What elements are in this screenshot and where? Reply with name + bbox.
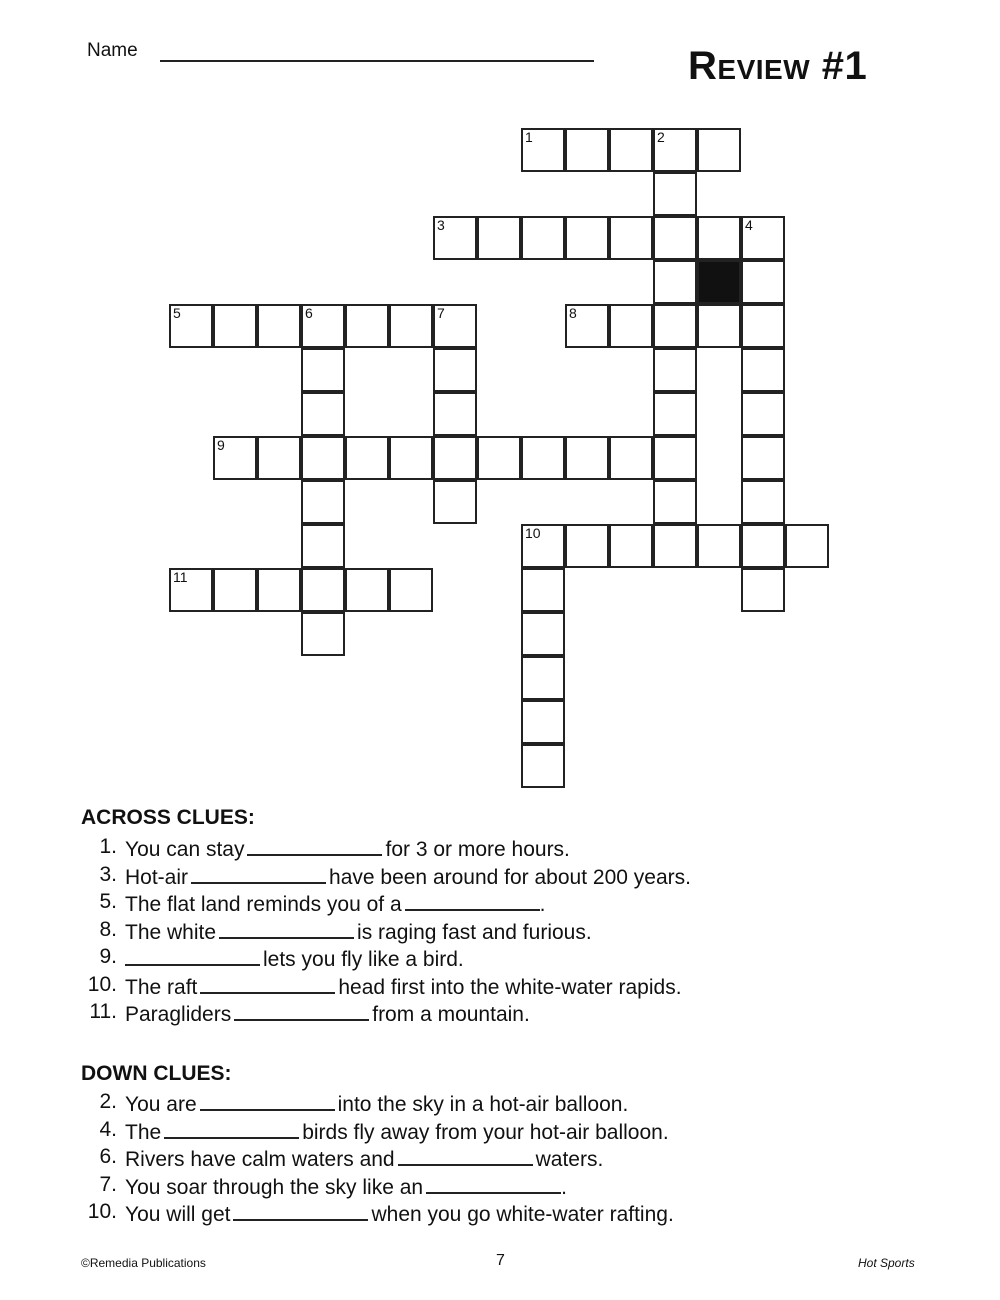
crossword-cell[interactable] [521,436,565,480]
cell-number: 9 [217,437,225,453]
crossword-cell[interactable] [301,524,345,568]
down-clue [87,1200,674,1226]
crossword-cell[interactable] [741,568,785,612]
crossword-cell[interactable] [521,656,565,700]
cell-number: 10 [525,525,541,541]
clue-text: The raft [125,975,198,999]
crossword-cell[interactable] [433,436,477,480]
clue-number: 7. [99,1172,117,1196]
crossword-cell[interactable] [741,480,785,524]
crossword-cell[interactable] [697,524,741,568]
down-clue [99,1117,669,1144]
clue-text: waters. [535,1148,604,1171]
crossword-cell[interactable] [609,128,653,172]
down-clues-heading: DOWN CLUES: [81,1062,232,1085]
crossword-cell[interactable] [301,304,345,348]
footer-copyright: ©Remedia Publications [81,1256,206,1270]
crossword-cell[interactable] [521,568,565,612]
crossword-cell[interactable] [741,216,785,260]
clue-text: lets you fly like a bird. [263,948,464,971]
crossword-cell[interactable] [653,304,697,348]
clue-number: 2. [99,1090,117,1113]
cell-number: 6 [305,305,313,321]
clue-text: The white [125,920,217,944]
crossword-black-cell [697,260,741,304]
crossword-cell[interactable] [565,524,609,568]
crossword-cell[interactable] [389,304,433,348]
crossword-cell[interactable] [521,612,565,656]
clue-text: . [561,1175,567,1199]
clue-number: 10. [87,972,117,996]
crossword-cell[interactable] [697,128,741,172]
crossword-cell[interactable] [345,568,389,612]
cell-number: 5 [173,305,181,321]
crossword-cell[interactable] [653,260,697,304]
crossword-cell[interactable] [433,216,477,260]
crossword-cell[interactable] [741,260,785,304]
cell-number: 11 [173,569,188,585]
crossword-cell[interactable] [301,480,345,524]
crossword-cell[interactable] [301,392,345,436]
crossword-cell[interactable] [257,436,301,480]
crossword-cell[interactable] [257,568,301,612]
crossword-cell[interactable] [389,436,433,480]
across-clue [99,890,546,916]
clue-text: head first into the white-water rapids. [338,975,682,999]
clue-text: into the sky in a hot-air balloon. [337,1093,629,1116]
clue-text: The [125,1120,162,1144]
crossword-cell[interactable] [521,700,565,744]
across-clue [99,945,464,971]
footer-book-title: Hot Sports [858,1256,915,1270]
crossword-cell[interactable] [213,436,257,480]
clue-number: 8. [99,917,117,941]
clue-text: You soar through the sky like an [125,1175,424,1199]
answer-blank[interactable] [125,946,260,966]
crossword-cell[interactable] [741,524,785,568]
crossword-cell[interactable] [565,128,609,172]
crossword-cell[interactable] [213,568,257,612]
crossword-cell[interactable] [521,744,565,788]
crossword-cell[interactable] [301,612,345,656]
page-title: Review #1 [688,44,868,88]
crossword-cell[interactable] [609,216,653,260]
across-clue [99,917,592,944]
across-clues-heading: ACROSS CLUES: [81,806,255,829]
answer-blank[interactable] [233,1201,368,1221]
crossword-cell[interactable] [345,304,389,348]
cell-number: 7 [437,305,445,321]
down-clue [99,1145,604,1171]
crossword-cell[interactable] [345,436,389,480]
answer-blank[interactable] [191,864,326,884]
crossword-cell[interactable] [653,436,697,480]
name-label: Name [87,40,138,61]
crossword-cell[interactable] [653,172,697,216]
crossword-cell[interactable] [653,392,697,436]
answer-blank[interactable] [164,1119,299,1139]
crossword-cell[interactable] [301,436,345,480]
clue-text: is raging fast and furious. [357,920,592,944]
cell-number: 2 [657,129,665,145]
crossword-cell[interactable] [653,128,697,172]
crossword-cell[interactable] [477,436,521,480]
crossword-cell[interactable] [433,304,477,348]
crossword-cell[interactable] [521,216,565,260]
answer-blank[interactable] [247,836,382,856]
crossword-cell[interactable] [213,304,257,348]
across-clue [99,862,691,889]
answer-blank[interactable] [234,1001,369,1021]
crossword-cell[interactable] [477,216,521,260]
crossword-cell[interactable] [785,524,829,568]
clue-number: 3. [99,862,117,886]
clue-text: You will get [125,1203,231,1226]
clue-text: from a mountain. [372,1003,530,1026]
answer-blank[interactable] [405,891,540,911]
crossword-cell[interactable] [741,392,785,436]
cell-number: 3 [437,217,445,233]
clue-number: 11. [89,1000,117,1023]
crossword-cell[interactable] [741,436,785,480]
crossword-cell[interactable] [565,304,609,348]
crossword-cell[interactable] [433,480,477,524]
clue-text: for 3 or more hours. [385,838,570,861]
across-clue [87,972,682,999]
clue-text: have been around for about 200 years. [329,865,691,889]
clue-number: 10. [87,1200,117,1223]
crossword-cell[interactable] [257,304,301,348]
crossword-cell[interactable] [565,436,609,480]
cell-number: 4 [745,217,753,233]
answer-blank[interactable] [219,919,354,939]
clue-number: 1. [99,835,117,858]
crossword-cell[interactable] [609,304,653,348]
clue-number: 4. [99,1117,117,1141]
crossword-cell[interactable] [521,128,565,172]
answer-blank[interactable] [200,974,335,994]
clue-text: You are [125,1093,197,1116]
crossword-cell[interactable] [697,216,741,260]
crossword-cell[interactable] [609,524,653,568]
crossword-cell[interactable] [653,216,697,260]
across-clue [89,1000,530,1026]
cell-number: 8 [569,305,577,321]
clue-text: . [539,893,546,916]
clue-text: birds fly away from your hot-air balloon. [302,1120,669,1144]
crossword-cell[interactable] [565,216,609,260]
down-clue [99,1172,567,1199]
answer-blank[interactable] [426,1174,561,1194]
crossword-cell[interactable] [741,304,785,348]
crossword-cell[interactable] [697,304,741,348]
clue-number: 6. [99,1145,117,1168]
crossword-cell[interactable] [433,392,477,436]
clue-text: Rivers have calm waters and [125,1148,395,1171]
clue-text: The flat land reminds you of a [125,893,402,916]
crossword-cell[interactable] [301,348,345,392]
crossword-cell[interactable] [169,568,213,612]
crossword-cell[interactable] [433,348,477,392]
clue-text: when you go white-water rafting. [371,1203,674,1226]
cell-number: 1 [525,129,533,145]
answer-blank[interactable] [398,1146,533,1166]
crossword-cell[interactable] [653,348,697,392]
crossword-cell[interactable] [389,568,433,612]
crossword-cell[interactable] [741,348,785,392]
clue-text: Paragliders [125,1003,232,1026]
clue-text: You can stay [125,838,245,861]
across-clue [99,835,570,861]
crossword-cell[interactable] [169,304,213,348]
crossword-cell[interactable] [653,480,697,524]
clue-text: Hot-air [125,865,189,889]
clue-number: 5. [99,890,117,913]
page-number: 7 [496,1252,505,1269]
crossword-cell[interactable] [609,436,653,480]
crossword-cell[interactable] [301,568,345,612]
down-clue [99,1090,629,1116]
answer-blank[interactable] [200,1091,335,1111]
crossword-cell[interactable] [653,524,697,568]
clue-number: 9. [99,945,117,968]
crossword-cell[interactable] [521,524,565,568]
